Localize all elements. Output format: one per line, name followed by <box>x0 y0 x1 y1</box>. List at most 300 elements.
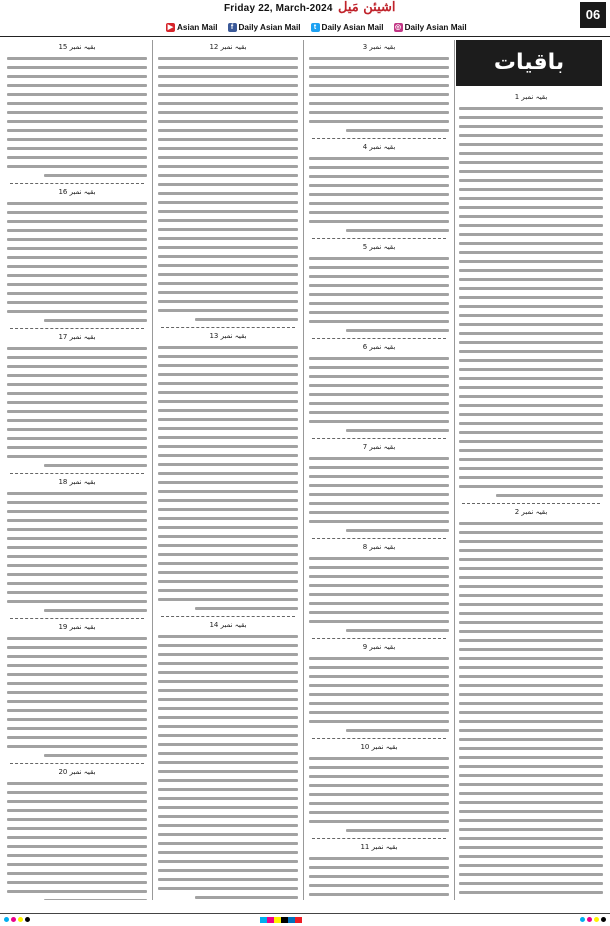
continuation-marker: بقیہ نمبر 12 <box>209 43 247 51</box>
text-line <box>7 537 147 540</box>
masthead <box>0 0 610 37</box>
text-line <box>7 138 147 141</box>
text-line <box>459 224 603 227</box>
text-line <box>158 246 298 249</box>
text-line <box>7 782 147 785</box>
text-line <box>158 589 298 592</box>
story-separator <box>312 838 446 839</box>
text-line <box>459 350 603 353</box>
text-line <box>459 864 603 867</box>
text-line <box>309 666 449 669</box>
text-line <box>459 666 603 669</box>
text-line <box>459 215 603 218</box>
text-line <box>459 233 603 236</box>
story-separator <box>312 738 446 739</box>
text-line <box>459 305 603 308</box>
social-youtube[interactable] <box>166 20 218 34</box>
text-line <box>158 400 298 403</box>
column-divider <box>152 40 153 900</box>
text-line <box>158 562 298 565</box>
text-line <box>459 711 603 714</box>
text-line <box>309 157 449 160</box>
text-line <box>195 318 298 321</box>
text-line <box>459 567 603 570</box>
text-line <box>158 409 298 412</box>
text-line <box>44 899 147 900</box>
page-number: 06 <box>580 2 606 28</box>
text-line <box>459 720 603 723</box>
text-line <box>459 801 603 804</box>
text-line <box>44 464 147 467</box>
text-line <box>459 206 603 209</box>
text-line <box>309 66 449 69</box>
text-line <box>7 165 147 168</box>
text-line <box>7 863 147 866</box>
text-line <box>7 220 147 223</box>
text-line <box>7 347 147 350</box>
text-line <box>195 896 298 899</box>
text-line <box>7 637 147 640</box>
text-line <box>7 256 147 259</box>
text-line <box>309 284 449 287</box>
text-line <box>7 872 147 875</box>
text-line <box>158 571 298 574</box>
text-line <box>158 508 298 511</box>
text-line <box>7 845 147 848</box>
story-separator <box>312 638 446 639</box>
text-line <box>7 836 147 839</box>
text-line <box>7 791 147 794</box>
text-line <box>7 709 147 712</box>
text-line <box>309 366 449 369</box>
text-line <box>459 756 603 759</box>
text-line <box>158 93 298 96</box>
text-line <box>459 143 603 146</box>
color-bar <box>260 917 302 923</box>
text-line <box>7 401 147 404</box>
text-line <box>309 693 449 696</box>
continuation-marker: بقیہ نمبر 3 <box>362 43 396 51</box>
text-line <box>158 192 298 195</box>
text-line <box>7 890 147 893</box>
text-line <box>309 484 449 487</box>
text-line <box>309 466 449 469</box>
text-line <box>7 800 147 803</box>
text-line <box>158 869 298 872</box>
text-line <box>158 689 298 692</box>
continuation-marker: بقیہ نمبر 5 <box>362 243 396 251</box>
text-line <box>309 775 449 778</box>
text-line <box>459 540 603 543</box>
text-line <box>309 202 449 205</box>
text-line <box>158 201 298 204</box>
text-line <box>309 320 449 323</box>
text-line <box>158 770 298 773</box>
text-line <box>158 75 298 78</box>
text-line <box>309 811 449 814</box>
text-line <box>158 644 298 647</box>
text-line <box>158 833 298 836</box>
text-line <box>7 682 147 685</box>
story-separator <box>312 438 446 439</box>
text-line <box>158 183 298 186</box>
continuation-marker: بقیہ نمبر 17 <box>58 333 96 341</box>
text-line <box>7 519 147 522</box>
text-line <box>7 591 147 594</box>
text-line <box>158 300 298 303</box>
text-line <box>158 291 298 294</box>
text-line <box>309 411 449 414</box>
text-line <box>459 188 603 191</box>
youtube-icon: ▶ <box>167 23 174 31</box>
text-line <box>158 526 298 529</box>
text-line <box>158 806 298 809</box>
social-facebook[interactable] <box>228 20 301 34</box>
text-line <box>158 535 298 538</box>
text-line <box>158 662 298 665</box>
text-line <box>158 138 298 141</box>
text-line <box>459 531 603 534</box>
continuation-marker: بقیہ نمبر 14 <box>209 621 247 629</box>
text-line <box>158 237 298 240</box>
text-line <box>7 446 147 449</box>
text-line <box>459 792 603 795</box>
text-line <box>459 702 603 705</box>
newspaper-logo: اشیئن مَیل <box>338 0 396 15</box>
social-links <box>166 20 467 34</box>
text-line <box>7 392 147 395</box>
social-instagram[interactable] <box>394 20 467 34</box>
text-line <box>309 557 449 560</box>
text-line <box>459 828 603 831</box>
text-line <box>459 855 603 858</box>
text-line <box>459 314 603 317</box>
text-line <box>158 282 298 285</box>
text-line <box>459 882 603 885</box>
text-line <box>158 228 298 231</box>
text-line <box>459 774 603 777</box>
text-line <box>158 102 298 105</box>
story-separator <box>161 616 295 617</box>
text-line <box>459 242 603 245</box>
text-line <box>158 598 298 601</box>
continuation-marker: بقیہ نمبر 16 <box>58 188 96 196</box>
text-line <box>309 893 449 896</box>
text-line <box>7 854 147 857</box>
text-line <box>7 528 147 531</box>
text-line <box>158 707 298 710</box>
text-line <box>309 311 449 314</box>
text-line <box>309 711 449 714</box>
text-line <box>459 368 603 371</box>
text-line <box>7 437 147 440</box>
text-line <box>459 485 603 488</box>
text-line <box>7 655 147 658</box>
continuation-marker: بقیہ نمبر 6 <box>362 343 396 351</box>
text-line <box>309 420 449 423</box>
story-separator <box>10 763 144 764</box>
column-2 <box>306 40 452 900</box>
continuation-marker: بقیہ نمبر 18 <box>58 478 96 486</box>
text-line <box>158 129 298 132</box>
text-line <box>7 600 147 603</box>
text-line <box>7 156 147 159</box>
text-line <box>459 684 603 687</box>
text-line <box>459 359 603 362</box>
social-label: Daily Asian Mail <box>404 22 467 32</box>
text-line <box>459 891 603 894</box>
text-line <box>459 179 603 182</box>
text-line <box>309 857 449 860</box>
text-line <box>309 357 449 360</box>
text-line <box>7 555 147 558</box>
text-line <box>459 134 603 137</box>
text-line <box>309 57 449 60</box>
text-line <box>7 365 147 368</box>
text-line <box>195 607 298 610</box>
text-line <box>309 293 449 296</box>
text-line <box>7 582 147 585</box>
text-line <box>459 467 603 470</box>
story-separator <box>312 538 446 539</box>
text-line <box>309 184 449 187</box>
text-line <box>309 220 449 223</box>
text-line <box>309 211 449 214</box>
text-line <box>7 827 147 830</box>
twitter-icon: t <box>311 23 320 32</box>
text-line <box>459 747 603 750</box>
text-line <box>7 310 147 313</box>
text-line <box>459 377 603 380</box>
text-line <box>158 544 298 547</box>
text-line <box>7 147 147 150</box>
text-line <box>459 197 603 200</box>
text-line <box>309 593 449 596</box>
text-line <box>7 410 147 413</box>
text-line <box>309 402 449 405</box>
story-separator <box>10 473 144 474</box>
text-line <box>309 675 449 678</box>
text-line <box>158 887 298 890</box>
text-line <box>7 546 147 549</box>
text-line <box>309 575 449 578</box>
text-line <box>346 229 449 232</box>
text-line <box>158 174 298 177</box>
section-title: باقیات <box>456 40 602 86</box>
issue-date: Friday 22, March-2024 <box>224 3 333 14</box>
text-line <box>309 302 449 305</box>
continuation-marker: بقیہ نمبر 4 <box>362 143 396 151</box>
text-line <box>309 511 449 514</box>
text-line <box>158 851 298 854</box>
text-line <box>7 510 147 513</box>
text-line <box>309 684 449 687</box>
text-line <box>459 846 603 849</box>
text-line <box>459 810 603 813</box>
text-line <box>309 257 449 260</box>
text-line <box>7 809 147 812</box>
text-line <box>7 455 147 458</box>
text-line <box>158 84 298 87</box>
text-line <box>158 472 298 475</box>
text-line <box>309 866 449 869</box>
text-line <box>459 116 603 119</box>
registration-dots-left <box>4 917 30 922</box>
text-line <box>309 584 449 587</box>
text-line <box>158 797 298 800</box>
text-line <box>7 573 147 576</box>
text-line <box>309 611 449 614</box>
text-line <box>7 66 147 69</box>
text-line <box>7 102 147 105</box>
text-line <box>158 517 298 520</box>
text-line <box>7 564 147 567</box>
text-line <box>459 431 603 434</box>
text-line <box>158 860 298 863</box>
text-line <box>158 445 298 448</box>
text-line <box>309 757 449 760</box>
text-line <box>459 693 603 696</box>
text-line <box>459 386 603 389</box>
text-line <box>158 490 298 493</box>
text-line <box>158 824 298 827</box>
text-line <box>309 475 449 478</box>
text-line <box>459 341 603 344</box>
continuation-marker: بقیہ نمبر 9 <box>362 643 396 651</box>
text-line <box>346 129 449 132</box>
text-line <box>7 84 147 87</box>
text-line <box>309 266 449 269</box>
text-line <box>459 657 603 660</box>
text-line <box>459 630 603 633</box>
text-line <box>158 57 298 60</box>
text-line <box>309 820 449 823</box>
text-line <box>309 793 449 796</box>
text-line <box>459 413 603 416</box>
text-line <box>309 375 449 378</box>
text-line <box>459 675 603 678</box>
text-line <box>459 449 603 452</box>
text-line <box>7 247 147 250</box>
text-line <box>309 884 449 887</box>
text-line <box>7 691 147 694</box>
text-line <box>459 594 603 597</box>
text-line <box>158 734 298 737</box>
social-label: Daily Asian Mail <box>238 22 301 32</box>
text-line <box>309 275 449 278</box>
text-line <box>459 323 603 326</box>
text-line <box>158 165 298 168</box>
story-separator <box>161 327 295 328</box>
text-line <box>7 501 147 504</box>
text-line <box>459 440 603 443</box>
text-line <box>459 296 603 299</box>
social-label: Daily Asian Mail <box>321 22 384 32</box>
text-line <box>158 481 298 484</box>
text-line <box>158 725 298 728</box>
text-line <box>158 346 298 349</box>
text-line <box>309 766 449 769</box>
text-line <box>459 639 603 642</box>
text-line <box>158 120 298 123</box>
continuation-marker: بقیہ نمبر 7 <box>362 443 396 451</box>
text-line <box>7 75 147 78</box>
text-line <box>158 752 298 755</box>
story-separator <box>312 338 446 339</box>
text-line <box>7 274 147 277</box>
text-line <box>158 264 298 267</box>
text-line <box>158 698 298 701</box>
text-line <box>158 635 298 638</box>
print-registration-bar <box>0 913 610 926</box>
story-separator <box>312 138 446 139</box>
text-line <box>459 260 603 263</box>
text-line <box>7 57 147 60</box>
text-line <box>158 653 298 656</box>
social-twitter[interactable] <box>311 20 384 34</box>
text-line <box>44 319 147 322</box>
continuation-marker: بقیہ نمبر 10 <box>360 743 398 751</box>
text-line <box>496 494 603 497</box>
text-line <box>309 166 449 169</box>
text-line <box>7 700 147 703</box>
text-line <box>7 736 147 739</box>
text-line <box>346 429 449 432</box>
text-line <box>158 788 298 791</box>
column-1 <box>456 90 606 900</box>
text-line <box>459 332 603 335</box>
text-line <box>309 875 449 878</box>
text-line <box>7 129 147 132</box>
text-line <box>7 292 147 295</box>
column-divider <box>303 40 304 900</box>
text-line <box>158 391 298 394</box>
text-line <box>459 422 603 425</box>
text-line <box>158 66 298 69</box>
text-line <box>346 729 449 732</box>
text-line <box>158 309 298 312</box>
text-line <box>346 329 449 332</box>
text-line <box>7 664 147 667</box>
text-line <box>459 404 603 407</box>
text-line <box>459 170 603 173</box>
text-line <box>158 364 298 367</box>
text-line <box>309 193 449 196</box>
text-line <box>7 646 147 649</box>
text-line <box>158 743 298 746</box>
text-line <box>309 120 449 123</box>
text-line <box>7 111 147 114</box>
text-line <box>346 629 449 632</box>
text-line <box>158 147 298 150</box>
text-line <box>158 671 298 674</box>
text-line <box>158 454 298 457</box>
text-line <box>459 549 603 552</box>
text-line <box>158 418 298 421</box>
text-line <box>309 93 449 96</box>
text-line <box>459 278 603 281</box>
text-line <box>459 251 603 254</box>
text-line <box>7 383 147 386</box>
text-line <box>309 520 449 523</box>
text-line <box>459 819 603 822</box>
text-line <box>309 620 449 623</box>
text-line <box>7 238 147 241</box>
continuation-marker: بقیہ نمبر 15 <box>58 43 96 51</box>
text-line <box>158 382 298 385</box>
facebook-icon: f <box>228 23 237 32</box>
text-line <box>158 210 298 213</box>
